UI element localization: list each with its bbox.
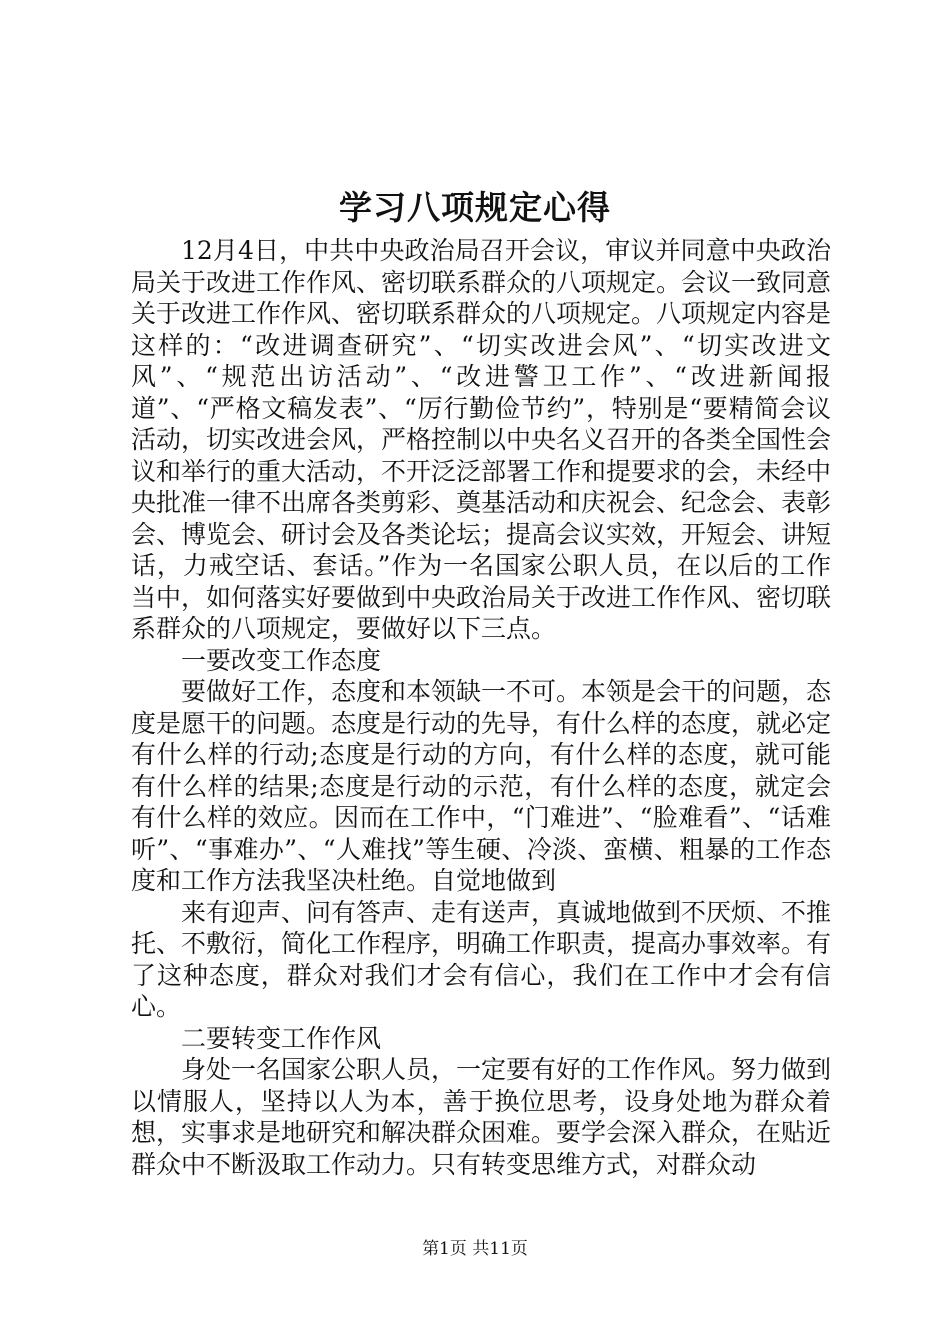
- page-title: 学习八项规定心得: [339, 188, 611, 227]
- page-number-footer: 第1页 共11页: [422, 1239, 528, 1259]
- paragraph-attitude: 要做好工作，态度和本领缺一不可。本领是会干的问题，态度是愿干的问题。态度是行动的先导，有什么样的态度，就必定有什么样的行动;态度是行动的方向，有什么样的态度，就可能有什么样的结果;态度是行动的示范，有什么样的态度，就定会有什么样的效应。因而在工作中，“门难进”、“脸难看”、“话难听”、“事难办”、“人难找”等生硬、冷淡、蛮横、粗暴的工作态度和工作方法我坚决杜绝。自觉地做到: [131, 677, 832, 895]
- paragraph-work-style: 身处一名国家公职人员，一定要有好的工作作风。努力做到以情服人，坚持以人为本，善于换位思考，设身处地为群众着想，实事求是地研究和解决群众困难。要学会深入群众，在贴近群众中不断汲取工作动力。只有转变思维方式，对群众动: [131, 1055, 832, 1179]
- section-heading-work-style: 二要转变工作作风: [181, 1023, 382, 1053]
- section-heading-attitude: 一要改变工作态度: [181, 645, 382, 675]
- paragraph-intro: 12月4日，中共中央政治局召开会议，审议并同意中央政治局关于改进工作作风、密切联系群众的八项规定。会议一致同意关于改进工作作风、密切联系群众的八项规定。八项规定内容是这样的：“改进调查研究”、“切实改进会风”、“切实改进文风”、“规范出访活动”、“改进警卫工作”、“改进新闻报道”、“严格文稿发表”、“厉行勤俭节约”，特别是“要精简会议活动，切实改进会风，严格控制以中央名义召开的各类全国性会议和举行的重大活动，不开泛泛部署工作和提要求的会，未经中央批准一律不出席各类剪彩、奠基活动和庆祝会、纪念会、表彰会、博览会、研讨会及各类论坛；提高会议实效，开短会、讲短话，力戒空话、套话。”作为一名国家公职人员，在以后的工作当中，如何落实好要做到中央政治局关于改进工作作风、密切联系群众的八项规定，要做好以下三点。: [131, 236, 832, 643]
- paragraph-attitude-continued: 来有迎声、问有答声、走有送声，真诚地做到不厌烦、不推托、不敷衍，简化工作程序，明确工作职责，提高办事效率。有了这种态度，群众对我们才会有信心，我们在工作中才会有信心。: [131, 897, 832, 1021]
- document-body: [131, 235, 831, 1180]
